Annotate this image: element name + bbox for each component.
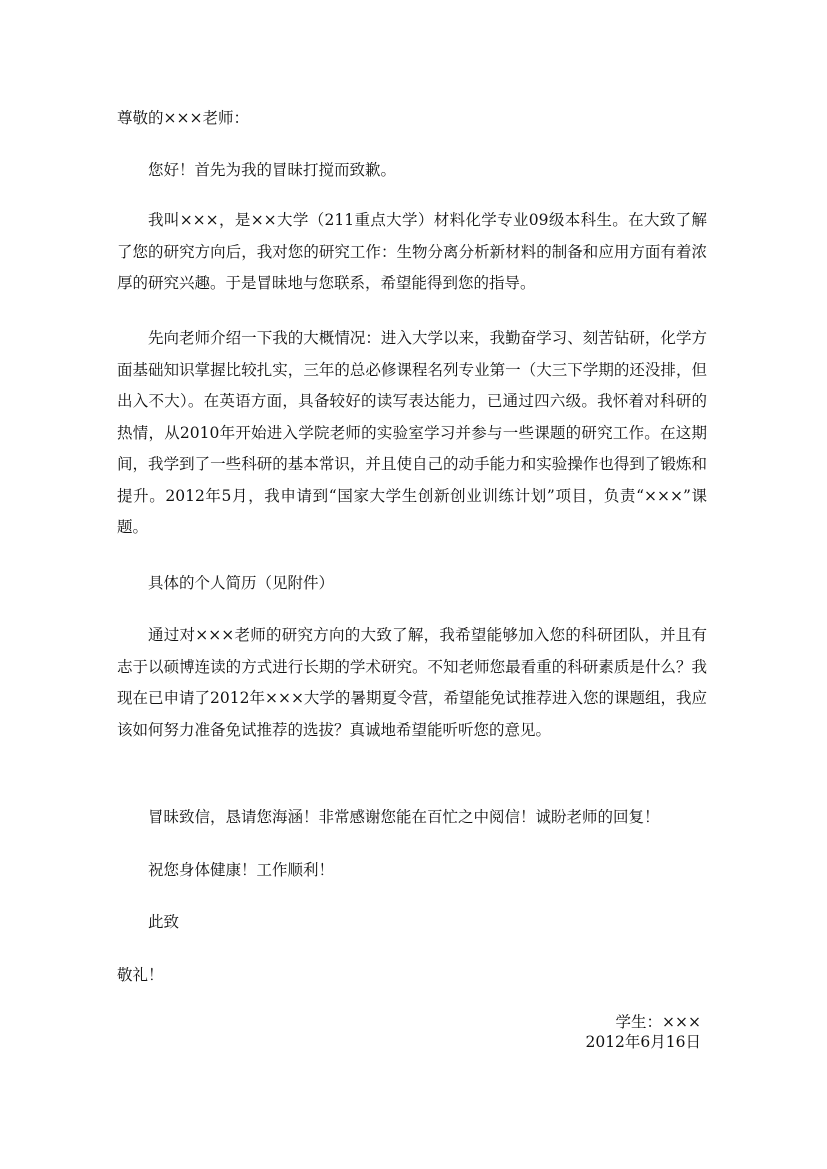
resume-paragraph: 具体的个人简历（见附件） [148, 574, 335, 592]
request-paragraph: 通过对×××老师的研究方向的大致了解，我希望能够加入您的科研团队，并且有志于以硕博连读的方式进行长期的学术研究。不知老师您最看重的科研素质是什么？我现在已申请了2012年×××大学的暑期夏令营，希望能免试推荐进入您的课题组，我应该如何努力准备免试推荐的选拔？真诚地希望能听听您的意见。 [117, 626, 707, 739]
greeting-paragraph: 您好！首先为我的冒昧打搅而致歉。 [148, 161, 397, 179]
salutation: 尊敬的×××老师： [117, 109, 249, 127]
closing-line: 此致 [148, 913, 180, 931]
regards-line: 敬礼！ [117, 966, 164, 984]
signature: 学生：××× [615, 1013, 701, 1031]
wishes-paragraph: 祝您身体健康！工作顺利！ [148, 861, 335, 879]
background-paragraph: 先向老师介绍一下我的大概情况：进入大学以来，我勤奋学习、刻苦钻研，化学方面基础知识掌握比较扎实，三年的总必修课程名列专业第一（大三下学期的还没排，但出入不大）。在英语方面，具备较好的读写表达能力，已通过四六级。我怀着对科研的热情，从2010年开始进入学院老师的实验室学习并参与一些课题的研究工作。在这期间，我学到了一些科研的基本常识，并且使自己的动手能力和实验操作也得到了锻炼和提升。2012年5月，我申请到“国家大学生创新创业训练计划”项目，负责“×××”课题。 [117, 329, 707, 536]
letter-date: 2012年6月16日 [585, 1033, 701, 1051]
thanks-paragraph: 冒昧致信，恳请您海涵！非常感谢您能在百忙之中阅信！诚盼老师的回复！ [148, 808, 660, 826]
intro-paragraph: 我叫×××，是××大学（211重点大学）材料化学专业09级本科生。在大致了解了您的研究方向后，我对您的研究工作：生物分离分析新材料的制备和应用方面有着浓厚的研究兴趣。于是冒昧地与您联系，希望能得到您的指导。 [117, 211, 707, 292]
